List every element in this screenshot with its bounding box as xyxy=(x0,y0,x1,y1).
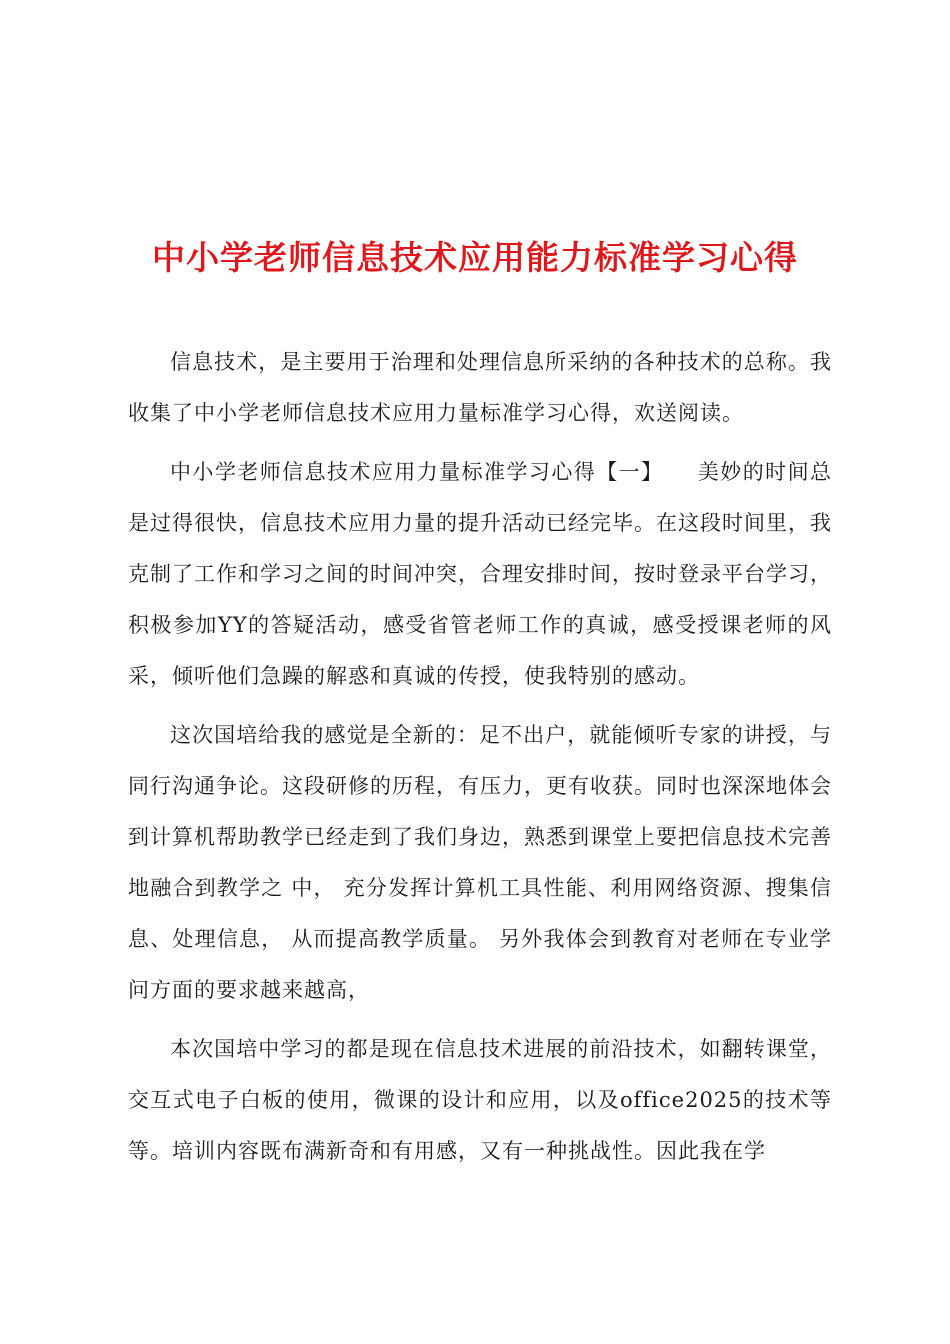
document-title: 中小学老师信息技术应用能力标准学习心得 xyxy=(152,238,798,278)
paragraph-training-content: 本次国培中学习的都是现在信息技术进展的前沿技术，如翻转课堂，交互式电子白板的使用，微课的设计和应用，以及office2025的技术等等。培训内容既布满新奇和有用感，又有一种挑战性。因此我在学 xyxy=(128,1037,832,1163)
document-body xyxy=(128,337,832,1177)
paragraph-intro: 信息技术，是主要用于治理和处理信息所采纳的各种技术的总称。我收集了中小学老师信息技术应用力量标准学习心得，欢送阅读。 xyxy=(128,350,832,425)
paragraph-reflection-one: 中小学老师信息技术应用力量标准学习心得【一】 美妙的时间总是过得很快，信息技术应用力量的提升活动已经完毕。在这段时间里，我克制了工作和学习之间的时间冲突，合理安排时间，按时登录平台学习，积极参加YY的答疑活动，感受省管老师工作的真诚，感受授课老师的风采，倾听他们急躁的解惑和真诚的传授，使我特别的感动。 xyxy=(128,460,832,688)
paragraph-training-feeling: 这次国培给我的感觉是全新的：足不出户，就能倾听专家的讲授，与同行沟通争论。这段研修的历程，有压力，更有收获。同时也深深地体会到计算机帮助教学已经走到了我们身边，熟悉到课堂上要把信息技术完善地融合到教学之 中， 充分发挥计算机工具性能、利用网络资源、搜集信息、处理信息， 从而提高教学质量。 另外我体会到教育对老师在专业学问方面的要求越来越高， xyxy=(128,723,832,1002)
